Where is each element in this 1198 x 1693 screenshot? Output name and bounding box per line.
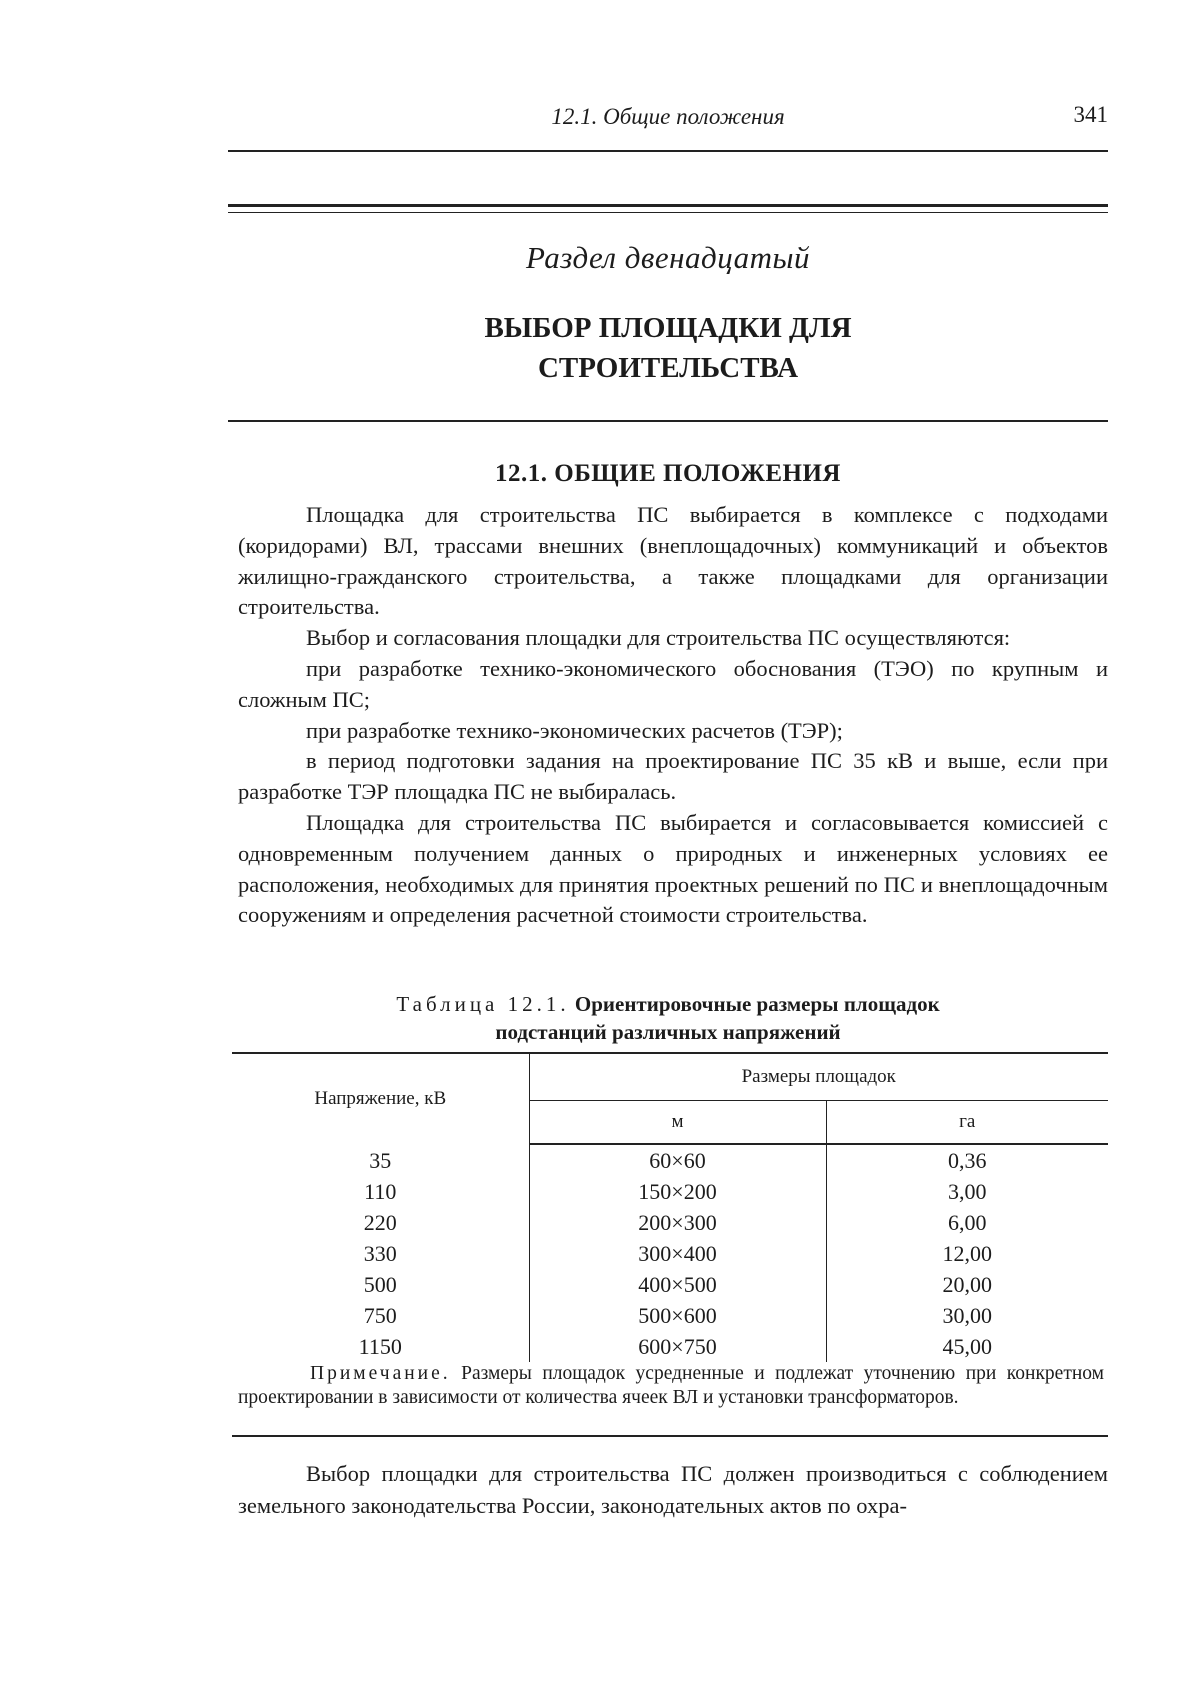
sizes-table-container <box>232 1052 1108 1362</box>
paragraph: Площадка для строительства ПС выбирается и согласовывается комиссией с одновременным получением данных о природных и инженерных условиях ее расположения, необходимых для принятия проектных решений по ПС и внеплощадочным сооружениям и определения расчетной стоимости строительства. <box>238 809 1108 928</box>
body-text <box>238 500 1108 931</box>
subsection-title: 12.1. ОБЩИЕ ПОЛОЖЕНИЯ <box>495 460 841 487</box>
table-caption-line-2: подстанций различных напряжений <box>495 1020 841 1044</box>
section-rule <box>228 420 1108 422</box>
cell-size-ha: 0,36 <box>948 1148 987 1173</box>
cell-size-m: 200×300 <box>529 1207 826 1238</box>
cell-size-ha: 45,00 <box>942 1334 992 1359</box>
table-row <box>232 1269 1108 1300</box>
cell-size-m: 300×400 <box>529 1238 826 1269</box>
closing-paragraph: Выбор площадки для строительства ПС должен производиться с соблюдением земельного законодательства России, законодательных актов по охра- <box>238 1461 1108 1518</box>
header-sizes: Размеры площадок <box>529 1053 1108 1101</box>
cell-voltage: 330 <box>232 1238 529 1269</box>
paragraph: Выбор и согласования площадки для строительства ПС осуществляются: <box>306 625 1011 651</box>
header-voltage: Напряжение, кВ <box>232 1053 529 1144</box>
table-caption <box>228 990 1108 1046</box>
cell-size-m: 60×60 <box>529 1144 826 1176</box>
paragraph: в период подготовки задания на проектирование ПС 35 кВ и выше, если при разработке ТЭР площадка ПС не выбиралась. <box>238 748 1108 805</box>
sizes-table <box>232 1052 1108 1362</box>
table-caption-label: Таблица 12.1. <box>396 992 570 1016</box>
cell-size-ha: 20,00 <box>942 1272 992 1297</box>
cell-size-m: 150×200 <box>529 1176 826 1207</box>
cell-size-m: 400×500 <box>529 1269 826 1300</box>
section-title-line-2: СТРОИТЕЛЬСТВА <box>537 352 799 384</box>
cell-size-ha: 3,00 <box>948 1179 987 1204</box>
table-bottom-rule <box>232 1435 1108 1437</box>
cell-size-m: 600×750 <box>529 1331 826 1362</box>
table-caption-title: Ориентировочные размеры площадок <box>574 992 940 1016</box>
paragraph: при разработке технико-экономических расчетов (ТЭР); <box>306 717 843 743</box>
paragraph: при разработке технико-экономического обоснования (ТЭО) по крупным и сложным ПС; <box>238 655 1108 712</box>
table-row <box>232 1176 1108 1207</box>
table-row <box>232 1331 1108 1362</box>
cell-size-m: 500×600 <box>529 1300 826 1331</box>
header-m: м <box>529 1101 826 1145</box>
table-note-label: Примечание. <box>310 1363 451 1384</box>
cell-size-ha: 30,00 <box>942 1303 992 1328</box>
cell-voltage: 750 <box>232 1300 529 1331</box>
header-rule <box>228 150 1108 152</box>
section-title <box>228 308 1108 388</box>
section-title-line-1: ВЫБОР ПЛОЩАДКИ ДЛЯ <box>484 312 852 344</box>
cell-size-ha: 12,00 <box>942 1241 992 1266</box>
cell-size-ha: 6,00 <box>948 1210 987 1235</box>
table-row <box>232 1238 1108 1269</box>
header-ha: га <box>826 1101 1108 1145</box>
page-number: 341 <box>1073 102 1108 127</box>
table-row <box>232 1144 1108 1176</box>
cell-voltage: 500 <box>232 1269 529 1300</box>
table-row <box>232 1300 1108 1331</box>
table-row <box>232 1207 1108 1238</box>
closing-text <box>238 1458 1108 1522</box>
cell-voltage: 220 <box>232 1207 529 1238</box>
running-head-title: 12.1. Общие положения <box>551 104 785 129</box>
paragraph: Площадка для строительства ПС выбирается в комплексе с подходами (коридорами) ВЛ, трассами внешних (внеплощадочных) коммуникаций и объектов жилищно-гражданского строительства, а также площадками для организации строительства. <box>238 502 1108 620</box>
double-rule <box>228 204 1108 213</box>
cell-voltage: 35 <box>232 1144 529 1176</box>
running-head <box>228 100 1108 142</box>
cell-voltage: 110 <box>232 1176 529 1207</box>
table-note <box>238 1362 1104 1410</box>
table-note-text: Размеры площадок усредненные и подлежат уточнению при конкретном проектировании в зависимости от количества ячеек ВЛ и установки трансформаторов. <box>238 1363 1105 1408</box>
section-label: Раздел двенадцатый <box>526 240 810 275</box>
cell-voltage: 1150 <box>232 1331 529 1362</box>
table-caption-line-1 <box>228 990 1108 1018</box>
